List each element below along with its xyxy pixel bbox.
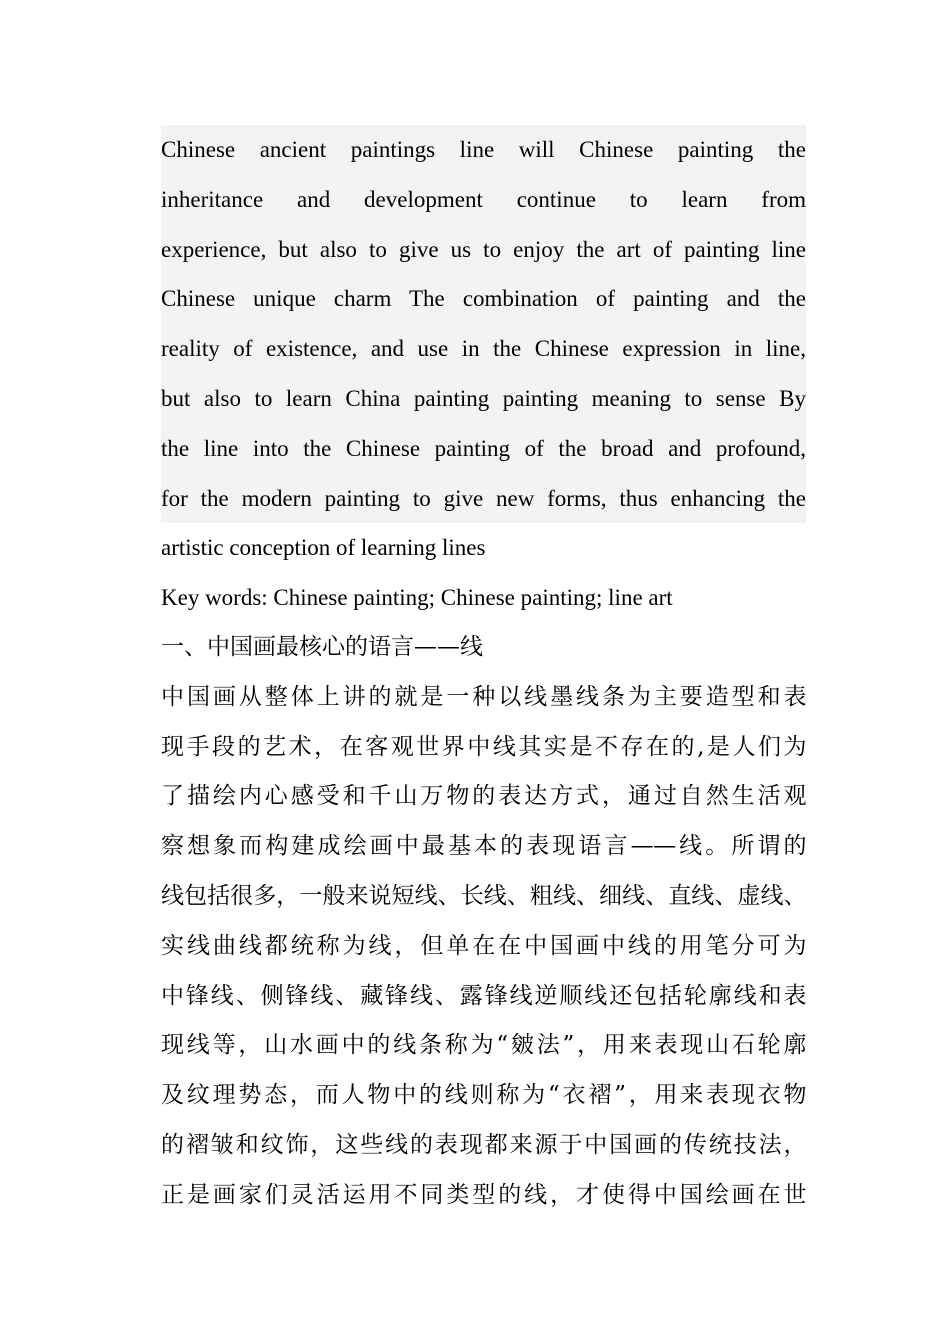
- abstract-line: Chinese unique charm The combination of painting and the: [161, 274, 806, 324]
- abstract-line: inheritance and development continue to learn from: [161, 175, 806, 225]
- body-line: 了描绘内心感受和千山万物的表达方式，通过自然生活观: [161, 783, 806, 810]
- body-line: 正是画家们灵活运用不同类型的线，才使得中国绘画在世: [161, 1181, 806, 1208]
- body-paragraph: [161, 673, 806, 1221]
- body-line: 中锋线、侧锋线、藏锋线、露锋线逆顺线还包括轮廓线和表: [161, 982, 806, 1009]
- abstract-line: but also to learn China painting painting meaning to sense By: [161, 374, 806, 424]
- abstract-line: artistic conception of learning lines: [161, 535, 486, 561]
- abstract-line: reality of existence, and use in the Chinese expression in line,: [161, 324, 806, 374]
- body-line: 实线曲线都统称为线，但单在在中国画中线的用笔分可为: [161, 932, 806, 959]
- body-line: 的褶皱和纹饰，这些线的表现都来源于中国画的传统技法，: [161, 1131, 806, 1158]
- body-line: 现手段的艺术，在客观世界中线其实是不存在的,是人们为: [161, 733, 806, 760]
- page-content: [161, 125, 806, 1221]
- abstract-line: experience, but also to give us to enjoy the art of painting line: [161, 225, 806, 275]
- abstract-paragraph: [161, 125, 806, 573]
- body-line: 中国画从整体上讲的就是一种以线墨线条为主要造型和表: [161, 683, 806, 710]
- section-heading: 一、中国画最核心的语言——线: [161, 633, 483, 660]
- abstract-line: the line into the Chinese painting of the broad and profound,: [161, 424, 806, 474]
- body-line: 线包括很多，一般来说短线、长线、粗线、细线、直线、虚线、: [161, 882, 806, 909]
- body-line: 现线等，山水画中的线条称为“皴法”，用来表现山石轮廓: [161, 1032, 806, 1059]
- body-line: 及纹理势态，而人物中的线则称为“衣褶”，用来表现衣物: [161, 1082, 806, 1109]
- abstract-line: Chinese ancient paintings line will Chinese painting the: [161, 125, 806, 175]
- keywords-line: Key words: Chinese painting; Chinese painting; line art: [161, 585, 673, 611]
- abstract-line: for the modern painting to give new forms, thus enhancing the: [161, 474, 806, 524]
- body-line: 察想象而构建成绘画中最基本的表现语言——线。所谓的: [161, 833, 806, 860]
